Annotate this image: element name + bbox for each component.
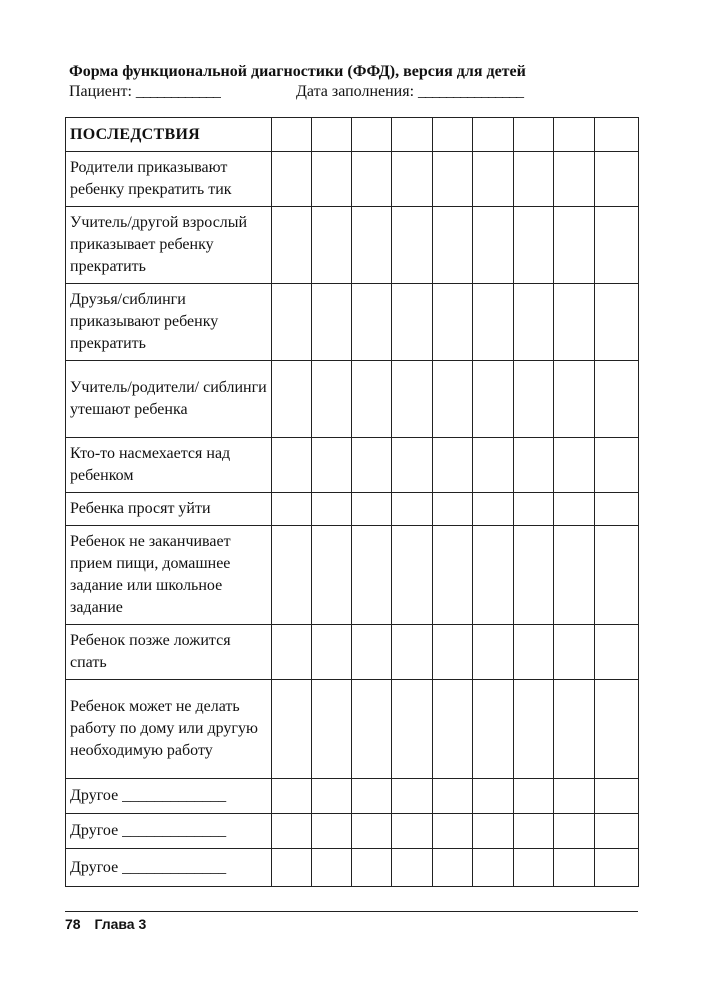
table-cell[interactable] xyxy=(272,849,312,887)
table-cell[interactable] xyxy=(595,526,639,625)
table-cell[interactable] xyxy=(595,438,639,493)
table-cell[interactable] xyxy=(473,438,514,493)
table-cell[interactable] xyxy=(554,438,595,493)
table-cell[interactable] xyxy=(272,493,312,526)
table-cell[interactable] xyxy=(514,152,554,207)
table-cell[interactable] xyxy=(554,493,595,526)
table-cell[interactable] xyxy=(514,284,554,361)
date-label: Дата заполнения: xyxy=(296,83,415,100)
table-cell[interactable] xyxy=(554,152,595,207)
table-cell[interactable] xyxy=(352,625,392,680)
table-cell[interactable] xyxy=(595,814,639,849)
table-row xyxy=(66,625,639,680)
table-cell[interactable] xyxy=(514,438,554,493)
table-row xyxy=(66,284,639,361)
table-cell[interactable] xyxy=(514,493,554,526)
table-cell[interactable] xyxy=(312,814,352,849)
table-row xyxy=(66,849,639,887)
table-cell[interactable] xyxy=(473,526,514,625)
table-cell[interactable] xyxy=(595,207,639,284)
table-cell[interactable] xyxy=(272,152,312,207)
table-cell[interactable] xyxy=(352,526,392,625)
table-heading-row xyxy=(66,118,639,152)
table-cell[interactable] xyxy=(352,361,392,438)
table-cell[interactable] xyxy=(352,284,392,361)
table-cell[interactable] xyxy=(433,680,473,779)
row-label: Другое _____________ xyxy=(66,849,272,887)
table-cell[interactable] xyxy=(352,493,392,526)
row-label: Кто-то насмехается над ребенком xyxy=(66,438,272,493)
table-cell[interactable] xyxy=(433,493,473,526)
row-label: Другое _____________ xyxy=(66,779,272,814)
table-cell[interactable] xyxy=(473,779,514,814)
table-cell[interactable] xyxy=(554,625,595,680)
table-cell[interactable] xyxy=(514,814,554,849)
table-cell[interactable] xyxy=(433,779,473,814)
table-cell[interactable] xyxy=(433,284,473,361)
table-cell[interactable] xyxy=(433,526,473,625)
table-cell[interactable] xyxy=(433,814,473,849)
table-cell[interactable] xyxy=(595,625,639,680)
table-row xyxy=(66,680,639,779)
table-cell[interactable] xyxy=(392,779,433,814)
table-cell[interactable] xyxy=(392,284,433,361)
table-cell[interactable] xyxy=(473,849,514,887)
form-header xyxy=(69,62,649,102)
table-cell[interactable] xyxy=(352,680,392,779)
table-cell[interactable] xyxy=(392,118,433,152)
table-cell[interactable] xyxy=(595,152,639,207)
table-row xyxy=(66,361,639,438)
table-cell[interactable] xyxy=(473,207,514,284)
row-label: Учитель/родители/ сиблинги утешают ребенка xyxy=(66,361,272,438)
table-cell[interactable] xyxy=(514,526,554,625)
patient-label: Пациент: xyxy=(69,83,132,100)
table-cell[interactable] xyxy=(352,207,392,284)
table-cell[interactable] xyxy=(312,779,352,814)
table-cell[interactable] xyxy=(433,625,473,680)
table-cell[interactable] xyxy=(352,438,392,493)
row-label: Ребенка просят уйти xyxy=(66,493,272,526)
table-cell[interactable] xyxy=(554,779,595,814)
page-footer xyxy=(65,915,146,933)
table-cell[interactable] xyxy=(554,118,595,152)
table-cell[interactable] xyxy=(312,438,352,493)
date-field[interactable] xyxy=(296,82,523,102)
row-label: Родители приказывают ребенку прекратить тик xyxy=(66,152,272,207)
row-label: Ребенок может не делать работу по дому или другую необходимую работу xyxy=(66,680,272,779)
table-cell[interactable] xyxy=(312,526,352,625)
table-cell[interactable] xyxy=(312,152,352,207)
table-cell[interactable] xyxy=(272,207,312,284)
table-cell[interactable] xyxy=(312,118,352,152)
table-row xyxy=(66,814,639,849)
table-cell[interactable] xyxy=(272,625,312,680)
table-cell[interactable] xyxy=(312,849,352,887)
form-fields-line xyxy=(69,82,649,102)
table-cell[interactable] xyxy=(272,526,312,625)
table-cell[interactable] xyxy=(433,438,473,493)
patient-blank[interactable]: ____________ xyxy=(135,83,220,100)
table-body xyxy=(66,118,639,887)
table-cell[interactable] xyxy=(433,207,473,284)
table-cell[interactable] xyxy=(352,814,392,849)
patient-field[interactable] xyxy=(69,82,220,102)
row-label: Учитель/другой взрослый приказывает ребенку прекратить xyxy=(66,207,272,284)
date-blank[interactable]: _______________ xyxy=(418,83,524,100)
table-cell[interactable] xyxy=(392,207,433,284)
chapter-label: Глава 3 xyxy=(94,916,147,932)
table-cell[interactable] xyxy=(595,284,639,361)
table-cell[interactable] xyxy=(473,284,514,361)
table-cell[interactable] xyxy=(392,680,433,779)
table-cell[interactable] xyxy=(554,526,595,625)
table-cell[interactable] xyxy=(554,361,595,438)
table-cell[interactable] xyxy=(272,814,312,849)
table-cell[interactable] xyxy=(473,118,514,152)
table-cell[interactable] xyxy=(514,779,554,814)
table-cell[interactable] xyxy=(514,680,554,779)
table-row xyxy=(66,493,639,526)
table-cell[interactable] xyxy=(352,849,392,887)
table-cell[interactable] xyxy=(352,118,392,152)
row-label: Друзья/сиблинги приказывают ребенку прекратить xyxy=(66,284,272,361)
table-cell[interactable] xyxy=(272,680,312,779)
table-cell[interactable] xyxy=(514,849,554,887)
table-cell[interactable] xyxy=(554,207,595,284)
table-cell[interactable] xyxy=(473,493,514,526)
table-cell[interactable] xyxy=(392,526,433,625)
table-cell[interactable] xyxy=(433,152,473,207)
table-cell[interactable] xyxy=(514,118,554,152)
table-cell[interactable] xyxy=(473,152,514,207)
table-cell[interactable] xyxy=(392,849,433,887)
table-cell[interactable] xyxy=(392,361,433,438)
table-cell[interactable] xyxy=(272,779,312,814)
table-cell[interactable] xyxy=(595,680,639,779)
table-cell[interactable] xyxy=(352,152,392,207)
table-cell[interactable] xyxy=(514,361,554,438)
table-row xyxy=(66,207,639,284)
table-cell[interactable] xyxy=(392,625,433,680)
table-cell[interactable] xyxy=(595,849,639,887)
table-cell[interactable] xyxy=(312,625,352,680)
table-cell[interactable] xyxy=(554,849,595,887)
table-cell[interactable] xyxy=(433,118,473,152)
row-label: Ребенок не заканчивает прием пищи, домашнее задание или школьное задание xyxy=(66,526,272,625)
row-label: Другое _____________ xyxy=(66,814,272,849)
table-cell[interactable] xyxy=(272,284,312,361)
table-row xyxy=(66,526,639,625)
table-heading: ПОСЛЕДСТВИЯ xyxy=(66,118,272,152)
table-cell[interactable] xyxy=(272,118,312,152)
table-cell[interactable] xyxy=(473,680,514,779)
table-cell[interactable] xyxy=(392,438,433,493)
table-cell[interactable] xyxy=(312,207,352,284)
table-cell[interactable] xyxy=(595,361,639,438)
table-cell[interactable] xyxy=(392,152,433,207)
table-cell[interactable] xyxy=(352,779,392,814)
table-cell[interactable] xyxy=(473,625,514,680)
table-cell[interactable] xyxy=(554,814,595,849)
page-number: 78 xyxy=(65,916,81,932)
table-cell[interactable] xyxy=(392,814,433,849)
table-cell[interactable] xyxy=(473,361,514,438)
table-cell[interactable] xyxy=(272,438,312,493)
table-cell[interactable] xyxy=(554,284,595,361)
table-cell[interactable] xyxy=(272,361,312,438)
table-row xyxy=(66,438,639,493)
table-row xyxy=(66,152,639,207)
table-cell[interactable] xyxy=(595,118,639,152)
table-cell[interactable] xyxy=(595,493,639,526)
table-cell[interactable] xyxy=(312,493,352,526)
row-label: Ребенок позже ложится спать xyxy=(66,625,272,680)
table-cell[interactable] xyxy=(312,680,352,779)
footer-divider xyxy=(65,911,638,912)
table-cell[interactable] xyxy=(433,361,473,438)
table-row xyxy=(66,779,639,814)
consequences-table xyxy=(65,117,639,887)
table-cell[interactable] xyxy=(392,493,433,526)
table-cell[interactable] xyxy=(312,361,352,438)
table-cell[interactable] xyxy=(514,625,554,680)
table-cell[interactable] xyxy=(554,680,595,779)
table-cell[interactable] xyxy=(312,284,352,361)
table-cell[interactable] xyxy=(433,849,473,887)
form-title: Форма функциональной диагностики (ФФД), версия для детей xyxy=(69,63,526,80)
table-cell[interactable] xyxy=(514,207,554,284)
table-cell[interactable] xyxy=(595,779,639,814)
table-cell[interactable] xyxy=(473,814,514,849)
